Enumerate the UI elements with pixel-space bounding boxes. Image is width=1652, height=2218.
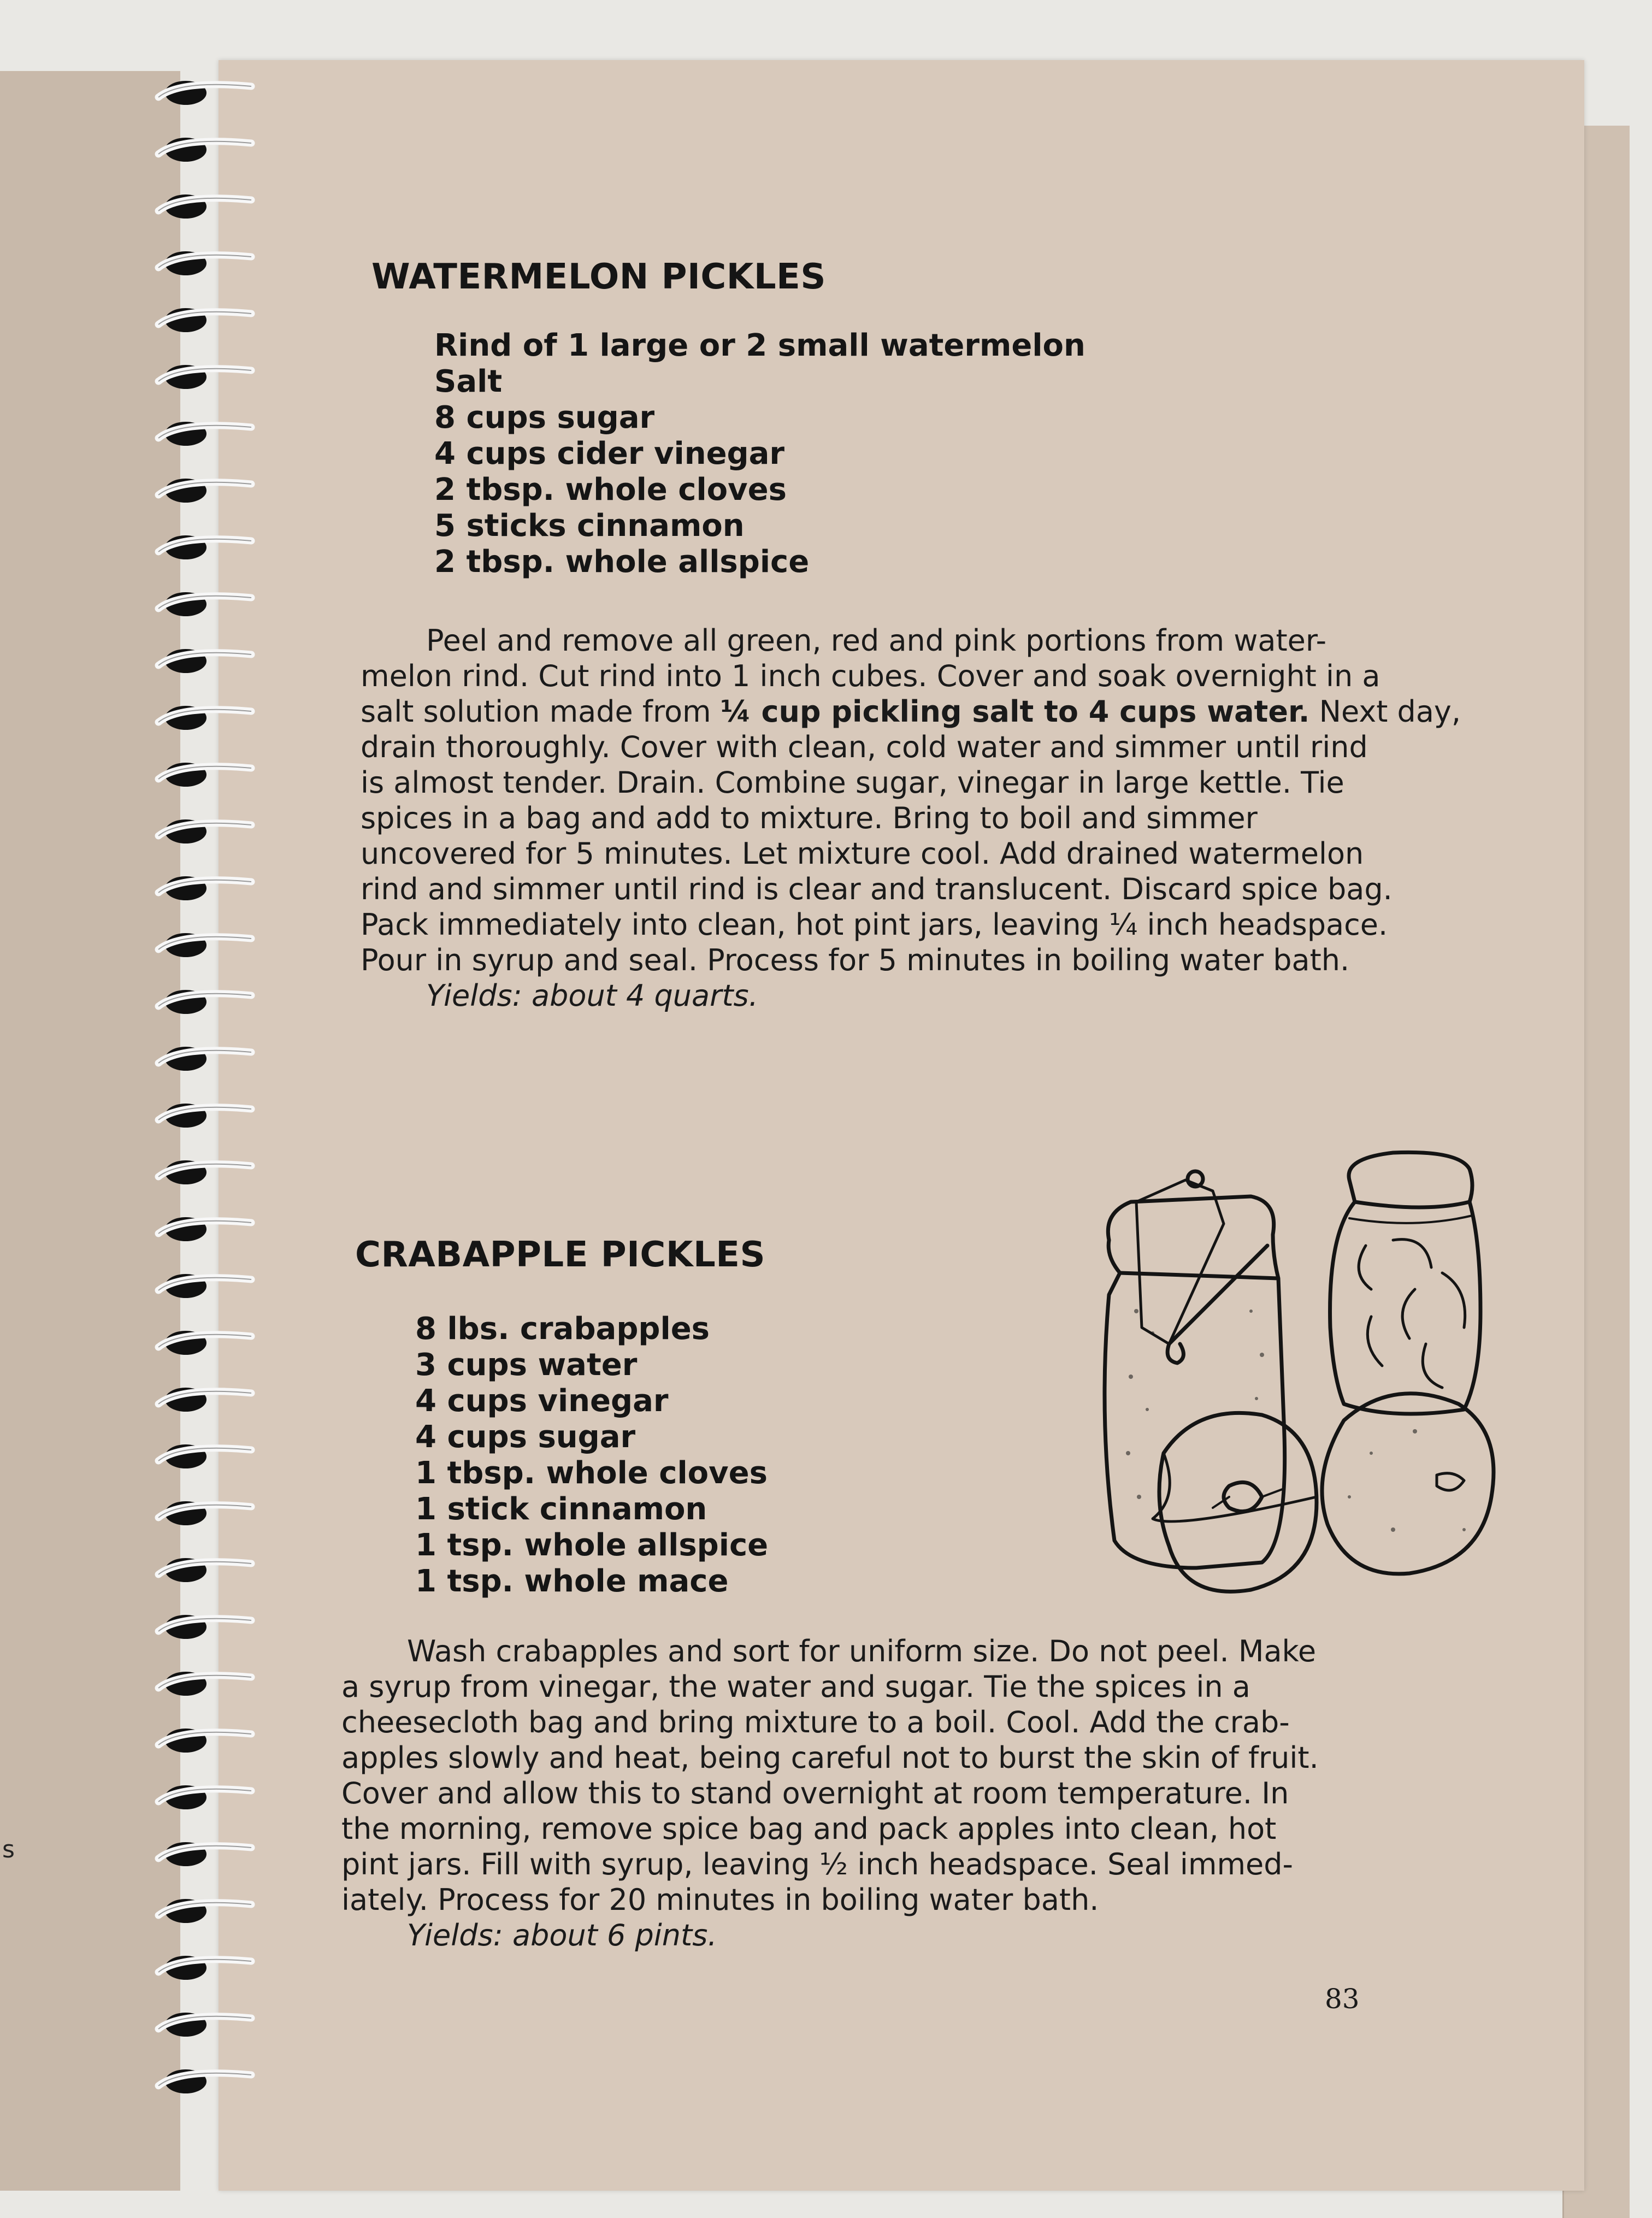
binding-coil-icon [148, 1895, 262, 1926]
binding-coil-icon [148, 247, 262, 279]
binding-coil-icon [148, 1213, 262, 1244]
ingredient-item: 2 tbsp. whole allspice [434, 544, 810, 580]
binding-coil-icon [148, 701, 262, 733]
direction-bold-text: ¼ cup pickling salt to 4 cups water. [720, 694, 1310, 729]
ingredient-item: 1 tbsp. whole cloves [415, 1455, 768, 1491]
ingredient-item: 3 cups water [415, 1347, 638, 1383]
ingredient-item: 8 cups sugar [434, 400, 655, 435]
recipe-yield: Yields: about 6 pints. [407, 1918, 717, 1952]
recipe-yield: Yields: about 4 quarts. [426, 978, 758, 1013]
ingredient-item: 5 sticks cinnamon [434, 508, 745, 544]
direction-line: the morning, remove spice bag and pack apples into clean, hot [341, 1812, 1277, 1846]
recipe-page [219, 60, 1584, 2191]
page-number: 83 [1325, 1983, 1360, 2015]
binding-coil-icon [148, 1440, 262, 1472]
ingredient-item: Salt [434, 364, 503, 399]
direction-line: rind and simmer until rind is clear and translucent. Discard spice bag. [361, 872, 1393, 906]
binding-coil-icon [148, 1781, 262, 1813]
binding-coil-icon [148, 1326, 262, 1358]
binding-coil-icon [148, 758, 262, 790]
binding-coil-icon [148, 1042, 262, 1074]
direction-line: melon rind. Cut rind into 1 inch cubes. Cover and soak overnight in a [361, 659, 1380, 693]
spiral-binding [148, 76, 279, 2131]
binding-coil-icon [148, 986, 262, 1017]
binding-coil-icon [148, 474, 262, 506]
binding-coil-icon [148, 1270, 262, 1301]
binding-coil-icon [148, 1724, 262, 1756]
direction-line: spices in a bag and add to mixture. Bring to boil and simmer [361, 801, 1258, 835]
binding-coil-icon [148, 1383, 262, 1415]
ingredient-item: 1 stick cinnamon [415, 1491, 707, 1527]
binding-coil-icon [148, 361, 262, 392]
binding-coil-icon [148, 1838, 262, 1869]
direction-text: salt solution made from [361, 694, 721, 729]
direction-line: Peel and remove all green, red and pink portions from water- [426, 623, 1327, 658]
ingredient-list-watermelon [434, 328, 1085, 580]
direction-line: pint jars. Fill with syrup, leaving ½ inch headspace. Seal immed- [341, 1847, 1294, 1881]
ingredient-item: 8 lbs. crabapples [415, 1311, 710, 1347]
ingredient-item: 4 cups sugar [415, 1419, 636, 1455]
binding-coil-icon [148, 1554, 262, 1585]
binding-coil-icon [148, 872, 262, 904]
direction-line: is almost tender. Drain. Combine sugar, vinegar in large kettle. Tie [361, 765, 1344, 800]
binding-coil-icon [148, 417, 262, 449]
binding-coil-icon [148, 133, 262, 165]
binding-coil-icon [148, 1156, 262, 1188]
pickle-jars-and-apples-drawing [1087, 1147, 1541, 1666]
binding-coil-icon [148, 815, 262, 847]
direction-line: Pack immediately into clean, hot pint jars, leaving ¼ inch headspace. [361, 907, 1388, 942]
ingredient-item: 2 tbsp. whole cloves [434, 472, 787, 508]
direction-line: a syrup from vinegar, the water and sugar. Tie the spices in a [341, 1670, 1250, 1704]
direction-line: Cover and allow this to stand overnight at room temperature. In [341, 1776, 1289, 1810]
direction-line: Pour in syrup and seal. Process for 5 minutes in boiling water bath. [361, 943, 1350, 977]
ingredient-item: 1 tsp. whole allspice [415, 1527, 769, 1563]
direction-line: apples slowly and heat, being careful not to burst the skin of fruit. [341, 1741, 1319, 1775]
direction-line: uncovered for 5 minutes. Let mixture cool. Add drained watermelon [361, 836, 1364, 871]
binding-coil-icon [148, 1667, 262, 1699]
recipe-title-crabapple-pickles: CRABAPPLE PICKLES [355, 1235, 766, 1275]
binding-coil-icon [148, 1611, 262, 1642]
direction-text: Next day, [1309, 694, 1461, 729]
binding-coil-icon [148, 929, 262, 960]
binding-coil-icon [148, 2065, 262, 2097]
directions-watermelon [361, 623, 1461, 1013]
direction-line [361, 694, 1461, 729]
binding-coil-icon [148, 1497, 262, 1529]
direction-line: Wash crabapples and sort for uniform size. Do not peel. Make [407, 1634, 1317, 1668]
binding-coil-icon [148, 76, 262, 108]
left-page-stray-text: s [2, 1836, 15, 1863]
binding-coil-icon [148, 304, 262, 335]
binding-coil-icon [148, 645, 262, 676]
binding-coil-icon [148, 2008, 262, 2040]
directions-crabapple [341, 1633, 1319, 1953]
ingredient-item: 4 cups vinegar [415, 1383, 669, 1419]
binding-coil-icon [148, 1099, 262, 1131]
ingredient-list-crabapple [415, 1311, 768, 1600]
binding-coil-icon [148, 588, 262, 620]
ingredient-item: Rind of 1 large or 2 small watermelon [434, 328, 1085, 363]
direction-line: iately. Process for 20 minutes in boiling water bath. [341, 1883, 1099, 1917]
ingredient-item: 1 tsp. whole mace [415, 1564, 729, 1599]
binding-coil-icon [148, 531, 262, 563]
recipe-title-watermelon-pickles: WATERMELON PICKLES [371, 257, 826, 297]
ingredient-item: 4 cups cider vinegar [434, 436, 785, 471]
binding-coil-icon [148, 190, 262, 222]
binding-coil-icon [148, 1951, 262, 1983]
direction-line: drain thoroughly. Cover with clean, cold water and simmer until rind [361, 730, 1368, 764]
direction-line: cheesecloth bag and bring mixture to a boil. Cool. Add the crab- [341, 1705, 1290, 1739]
